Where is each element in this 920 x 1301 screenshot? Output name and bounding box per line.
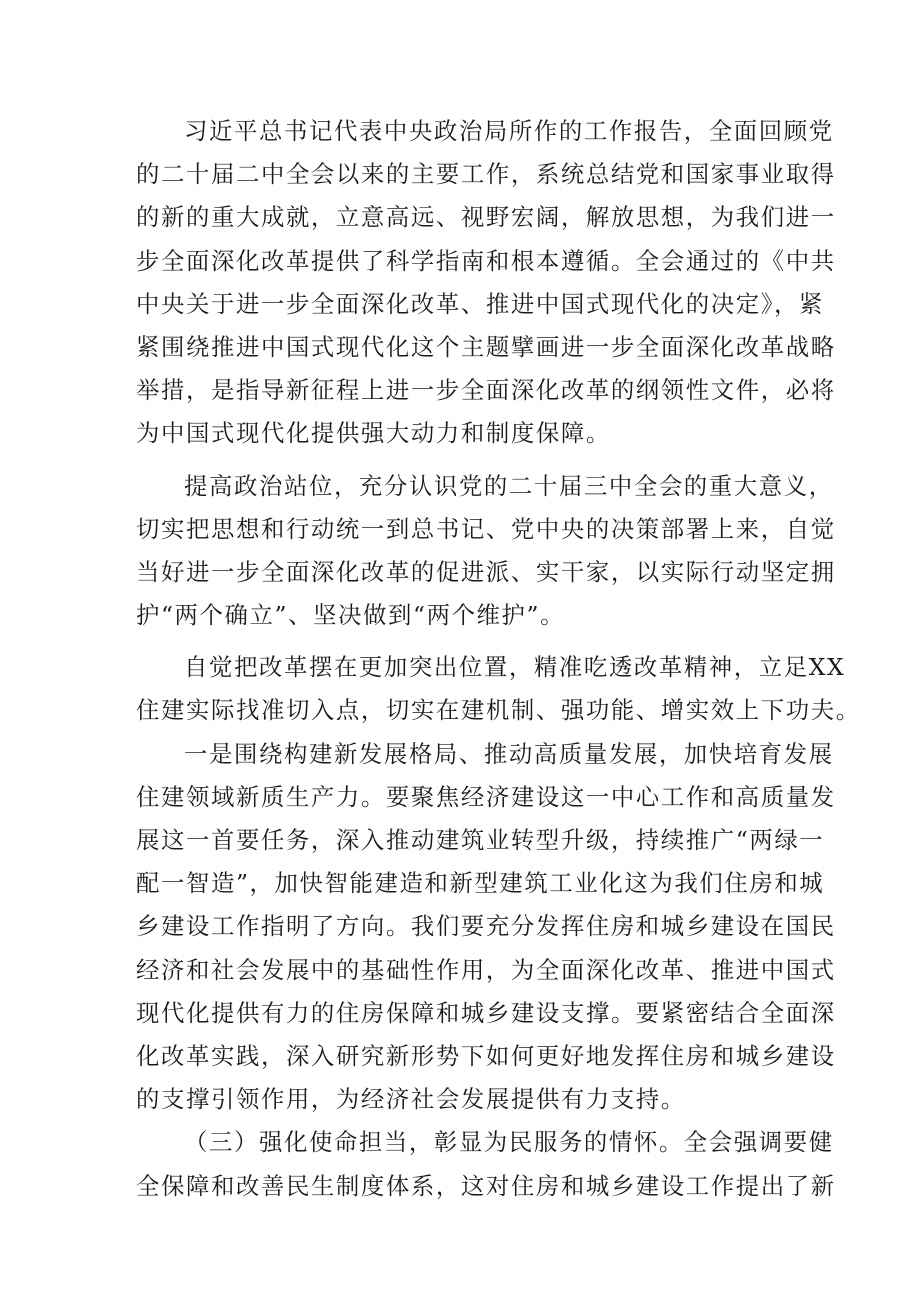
paragraph-line: 的二十届二中全会以来的主要工作，系统总结党和国家事业取得 [136, 160, 836, 189]
paragraph-line: 的支撑引领作用，为经济社会发展提供有力支持。 [136, 1085, 686, 1114]
paragraph-line: 化改革实践，深入研究新形势下如何更好地发挥住房和城乡建设 [136, 1041, 836, 1070]
paragraph-line: 住建领域新质生产力。要聚焦经济建设这一中心工作和高质量发 [136, 782, 836, 811]
paragraph-line: 配一智造”，加快智能建造和新型建筑工业化这为我们住房和城 [136, 869, 825, 898]
paragraph-line: 自觉把改革摆在更加突出位置，精准吃透改革精神，立足XX [184, 653, 846, 682]
paragraph-line: 一是围绕构建新发展格局、推动高质量发展，加快培育发展 [184, 739, 834, 768]
paragraph-line: （三）强化使命担当，彰显为民服务的情怀。全会强调要健 [184, 1128, 834, 1157]
paragraph-line: 为中国式现代化提供强大动力和制度保障。 [136, 419, 611, 448]
paragraph-1 [136, 110, 836, 456]
paragraph-line: 展这一首要任务，深入推动建筑业转型升级，持续推广“两绿一 [136, 826, 825, 854]
paragraph-line: 当好进一步全面深化改革的促进派、实干家，以实际行动坚定拥 [136, 557, 836, 586]
paragraph-line: 经济和社会发展中的基础性作用，为全面深化改革、推进中国式 [136, 955, 836, 984]
paragraph-line: 的新的重大成就，立意高远、视野宏阔，解放思想，为我们进一 [136, 203, 836, 232]
paragraph-line: 紧围绕推进中国式现代化这个主题擘画进一步全面深化改革战略 [136, 332, 836, 361]
paragraph-line: 护“两个确立”、坚决做到“两个维护”。 [136, 601, 566, 630]
document-body [136, 110, 861, 1208]
paragraph-4 [136, 733, 836, 1122]
paragraph-2 [136, 465, 836, 638]
paragraph-line: 提高政治站位，充分认识党的二十届三中全会的重大意义， [184, 471, 834, 500]
paragraph-5 [136, 1121, 836, 1207]
paragraph-line: 步全面深化改革提供了科学指南和根本遵循。全会通过的《中共 [136, 246, 836, 275]
paragraph-3 [136, 646, 861, 732]
paragraph-line: 切实把思想和行动统一到总书记、党中央的决策部署上来，自觉 [136, 514, 836, 543]
paragraph-line: 举措，是指导新征程上进一步全面深化改革的纲领性文件，必将 [136, 376, 836, 405]
paragraph-line: 现代化提供有力的住房保障和城乡建设支撑。要紧密结合全面深 [136, 998, 836, 1027]
paragraph-line: 习近平总书记代表中央政治局所作的工作报告，全面回顾党 [184, 117, 834, 145]
paragraph-line: 住建实际找准切入点，切实在建机制、强功能、增实效上下功夫。 [136, 696, 861, 725]
paragraph-line: 中央关于进一步全面深化改革、推进中国式现代化的决定》，紧 [136, 289, 825, 318]
paragraph-line: 乡建设工作指明了方向。我们要充分发挥住房和城乡建设在国民 [136, 912, 836, 941]
paragraph-line: 全保障和改善民生制度体系，这对住房和城乡建设工作提出了新 [136, 1171, 836, 1200]
